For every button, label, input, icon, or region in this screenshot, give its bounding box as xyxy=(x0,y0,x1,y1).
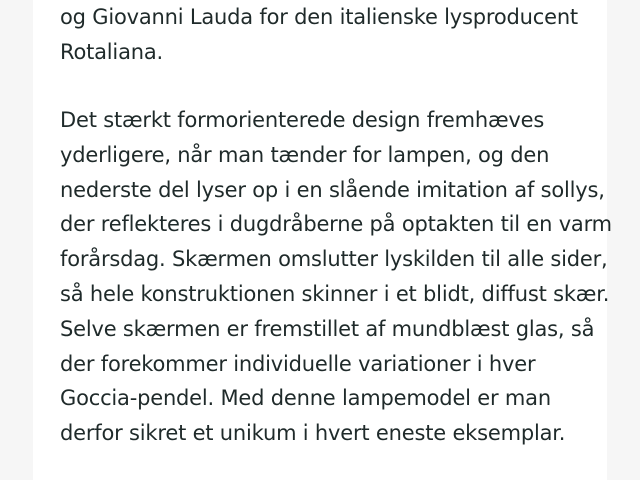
paragraph-line: derfor sikret et unikum i hvert eneste eksemplar. xyxy=(60,421,566,446)
article-paragraph-2 xyxy=(60,103,612,451)
paragraph-line: der reflekteres i dugdråberne på optakten til en varm xyxy=(60,212,612,237)
paragraph-line: der forekommer individuelle variationer i hver xyxy=(60,351,536,376)
paragraph-line: og Giovanni Lauda for den italienske lysproducent xyxy=(60,5,578,29)
paragraph-line: Det stærkt formorienterede design fremhæves xyxy=(60,108,545,132)
paragraph-line: Selve skærmen er fremstillet af mundblæst glas, så xyxy=(60,316,595,341)
article-paragraph-1 xyxy=(60,0,590,70)
paragraph-line: yderligere, når man tænder for lampen, og den xyxy=(60,142,550,167)
paragraph-line: nederste del lyser op i en slående imitation af sollys, xyxy=(60,177,605,202)
paragraph-line: så hele konstruktionen skinner i et blidt, diffust skær. xyxy=(60,281,610,306)
paragraph-line: forårsdag. Skærmen omslutter lyskilden til alle sider, xyxy=(60,247,608,272)
paragraph-line: Goccia-pendel. Med denne lampemodel er man xyxy=(60,386,551,411)
paragraph-line: Rotaliana. xyxy=(60,39,163,64)
